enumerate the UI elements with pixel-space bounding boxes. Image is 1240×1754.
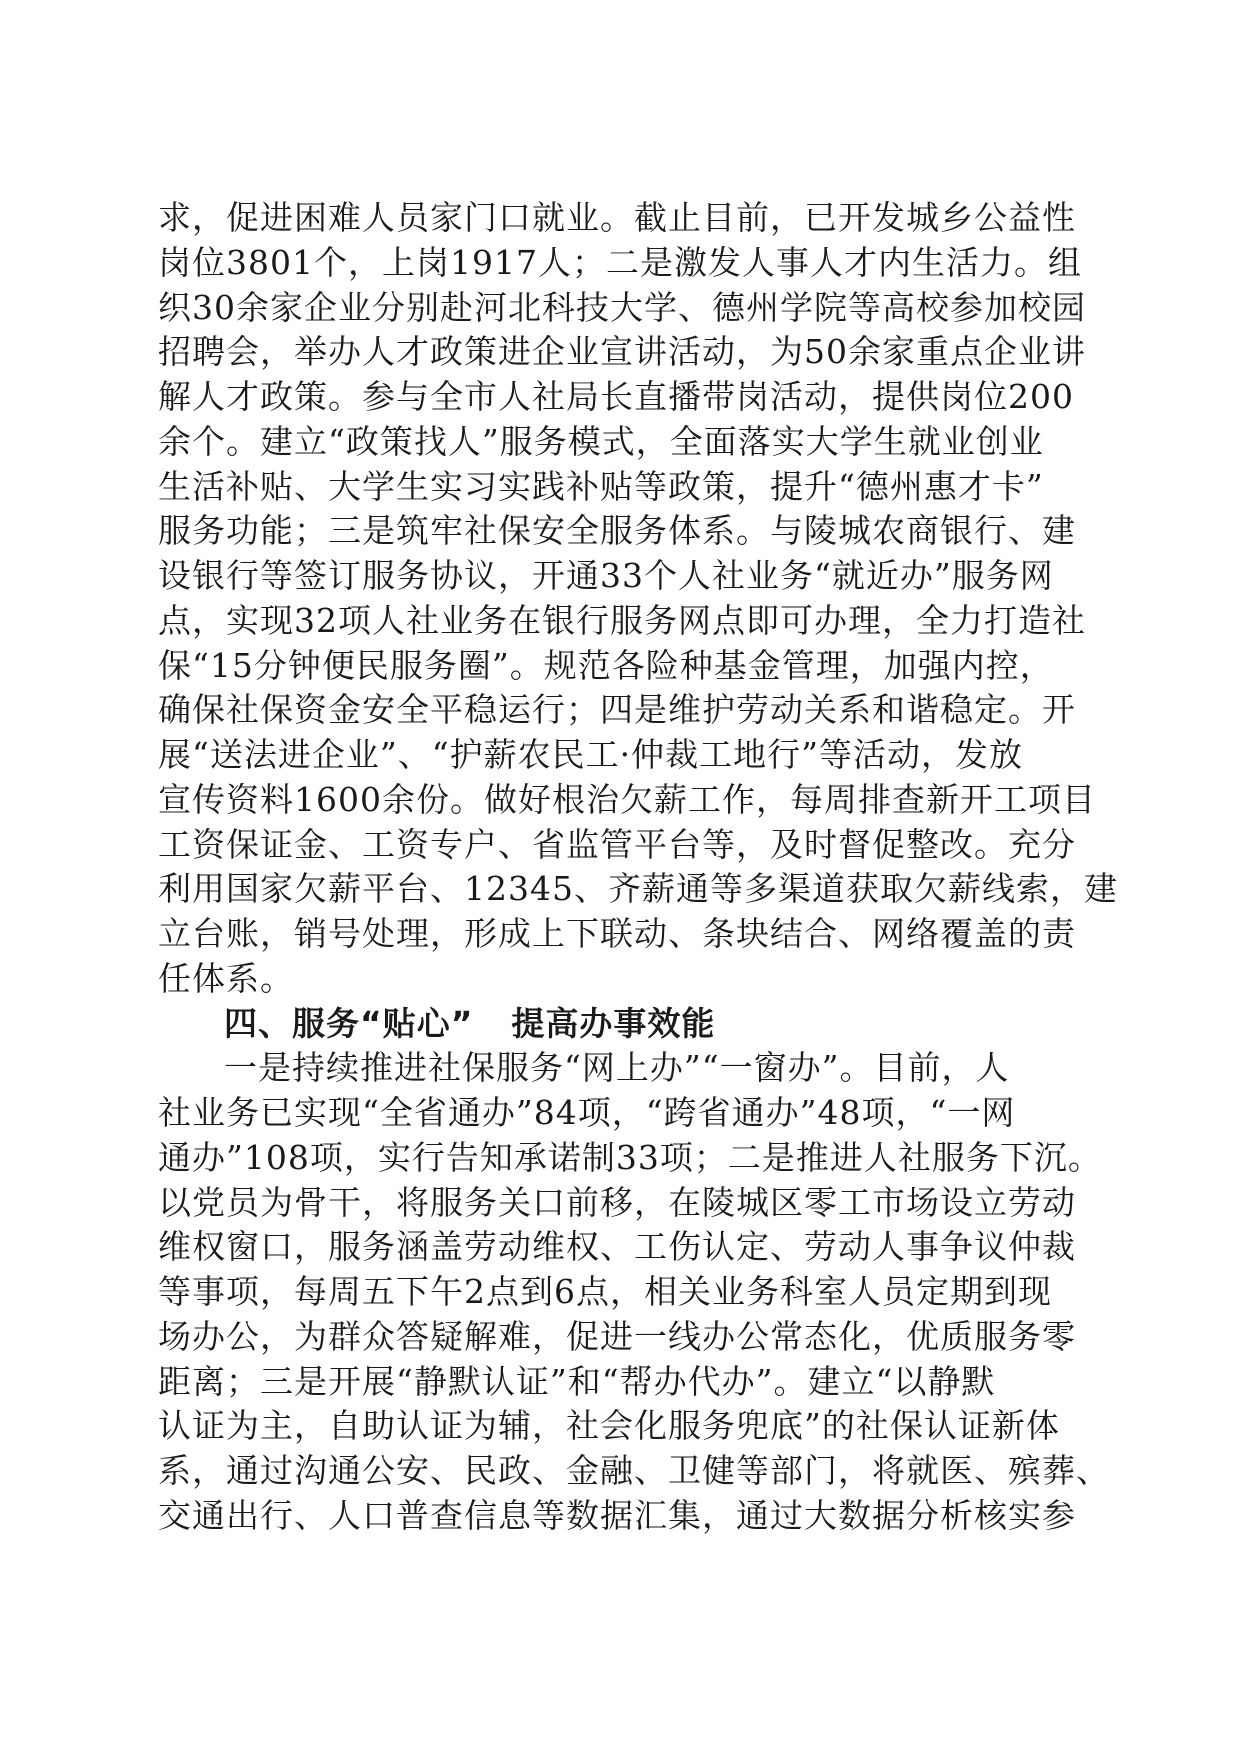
- text-line: 织30余家企业分别赴河北科技大学、德州学院等高校参加校园: [158, 287, 1086, 327]
- text-line: 求，促进困难人员家门口就业。截止目前，已开发城乡公益性: [158, 198, 1076, 237]
- body-text: [158, 196, 1118, 1539]
- text-line: 点，实现32项人社业务在银行服务网点即可办理，全力打造社: [158, 600, 1086, 640]
- text-line: 认证为主，自助认证为辅，社会化服务兜底”的社保认证新体: [158, 1406, 1060, 1446]
- text-line: 展“送法进企业”、“护薪农民工·仲裁工地行”等活动，发放: [158, 735, 1023, 774]
- text-line: 保“15分钟便民服务圈”。规范各险种基金管理，加强内控，: [158, 645, 1054, 685]
- text-line: 通办”108项，实行告知承诺制33项；二是推进人社服务下沉。: [158, 1137, 1102, 1177]
- text-line: 任体系。: [158, 958, 294, 998]
- text-line: 以党员为骨干，将服务关口前移，在陵城区零工市场设立劳动: [158, 1182, 1076, 1222]
- text-line: 工资保证金、工资专户、省监管平台等，及时督促整改。充分: [158, 824, 1076, 864]
- text-line: 系，通过沟通公安、民政、金融、卫健等部门，将就医、殡葬、: [158, 1451, 1110, 1490]
- text-line: 一是持续推进社保服务“网上办”“一窗办”。目前，人: [224, 1048, 1010, 1088]
- text-line: 社业务已实现“全省通办”84项，“跨省通办”48项，“一网: [158, 1093, 1016, 1132]
- text-line: 余个。建立“政策找人”服务模式，全面落实大学生就业创业: [158, 421, 1044, 461]
- text-line: 服务功能；三是筑牢社保安全服务体系。与陵城农商银行、建: [158, 511, 1076, 551]
- text-line: 设银行等签订服务协议，开通33个人社业务“就近办”服务网: [158, 556, 1054, 595]
- text-line: 立台账，销号处理，形成上下联动、条块结合、网络覆盖的责: [158, 914, 1076, 953]
- text-line: 解人才政策。参与全市人社局长直播带岗活动，提供岗位200: [158, 377, 1074, 416]
- text-line: 等事项，每周五下午2点到6点，相关业务科室人员定期到现: [158, 1272, 1052, 1311]
- text-line: 招聘会，举办人才政策进企业宣讲活动，为50余家重点企业讲: [158, 332, 1086, 372]
- section-heading: [158, 1002, 1082, 1047]
- text-line: 宣传资料1600余份。做好根治欠薪工作，每周排查新开工项目: [158, 779, 1096, 819]
- text-line: 距离；三是开展“静默认证”和“帮办代办”。建立“以静默: [158, 1361, 996, 1401]
- text-line: 利用国家欠薪平台、12345、齐薪通等多渠道获取欠薪线索，建: [158, 869, 1118, 909]
- text-line: 岗位3801个，上岗1917人；二是激发人事人才内生活力。组: [158, 242, 1082, 282]
- text-line: 生活补贴、大学生实习实践补贴等政策，提升“德州惠才卡”: [158, 466, 1044, 506]
- text-line: 维权窗口，服务涵盖劳动维权、工伤认定、劳动人事争议仲裁: [158, 1227, 1076, 1267]
- text-line: 交通出行、人口普查信息等数据汇集，通过大数据分析核实参: [158, 1495, 1076, 1535]
- text-line: 场办公，为群众答疑解难，促进一线办公常态化，优质服务零: [158, 1316, 1076, 1356]
- section-heading-part1: 四、服务“贴心”: [224, 1003, 474, 1043]
- section-heading-part2: 提高办事效能: [511, 1003, 716, 1043]
- text-line: 确保社保资金安全平稳运行；四是维护劳动关系和谐稳定。开: [158, 690, 1076, 730]
